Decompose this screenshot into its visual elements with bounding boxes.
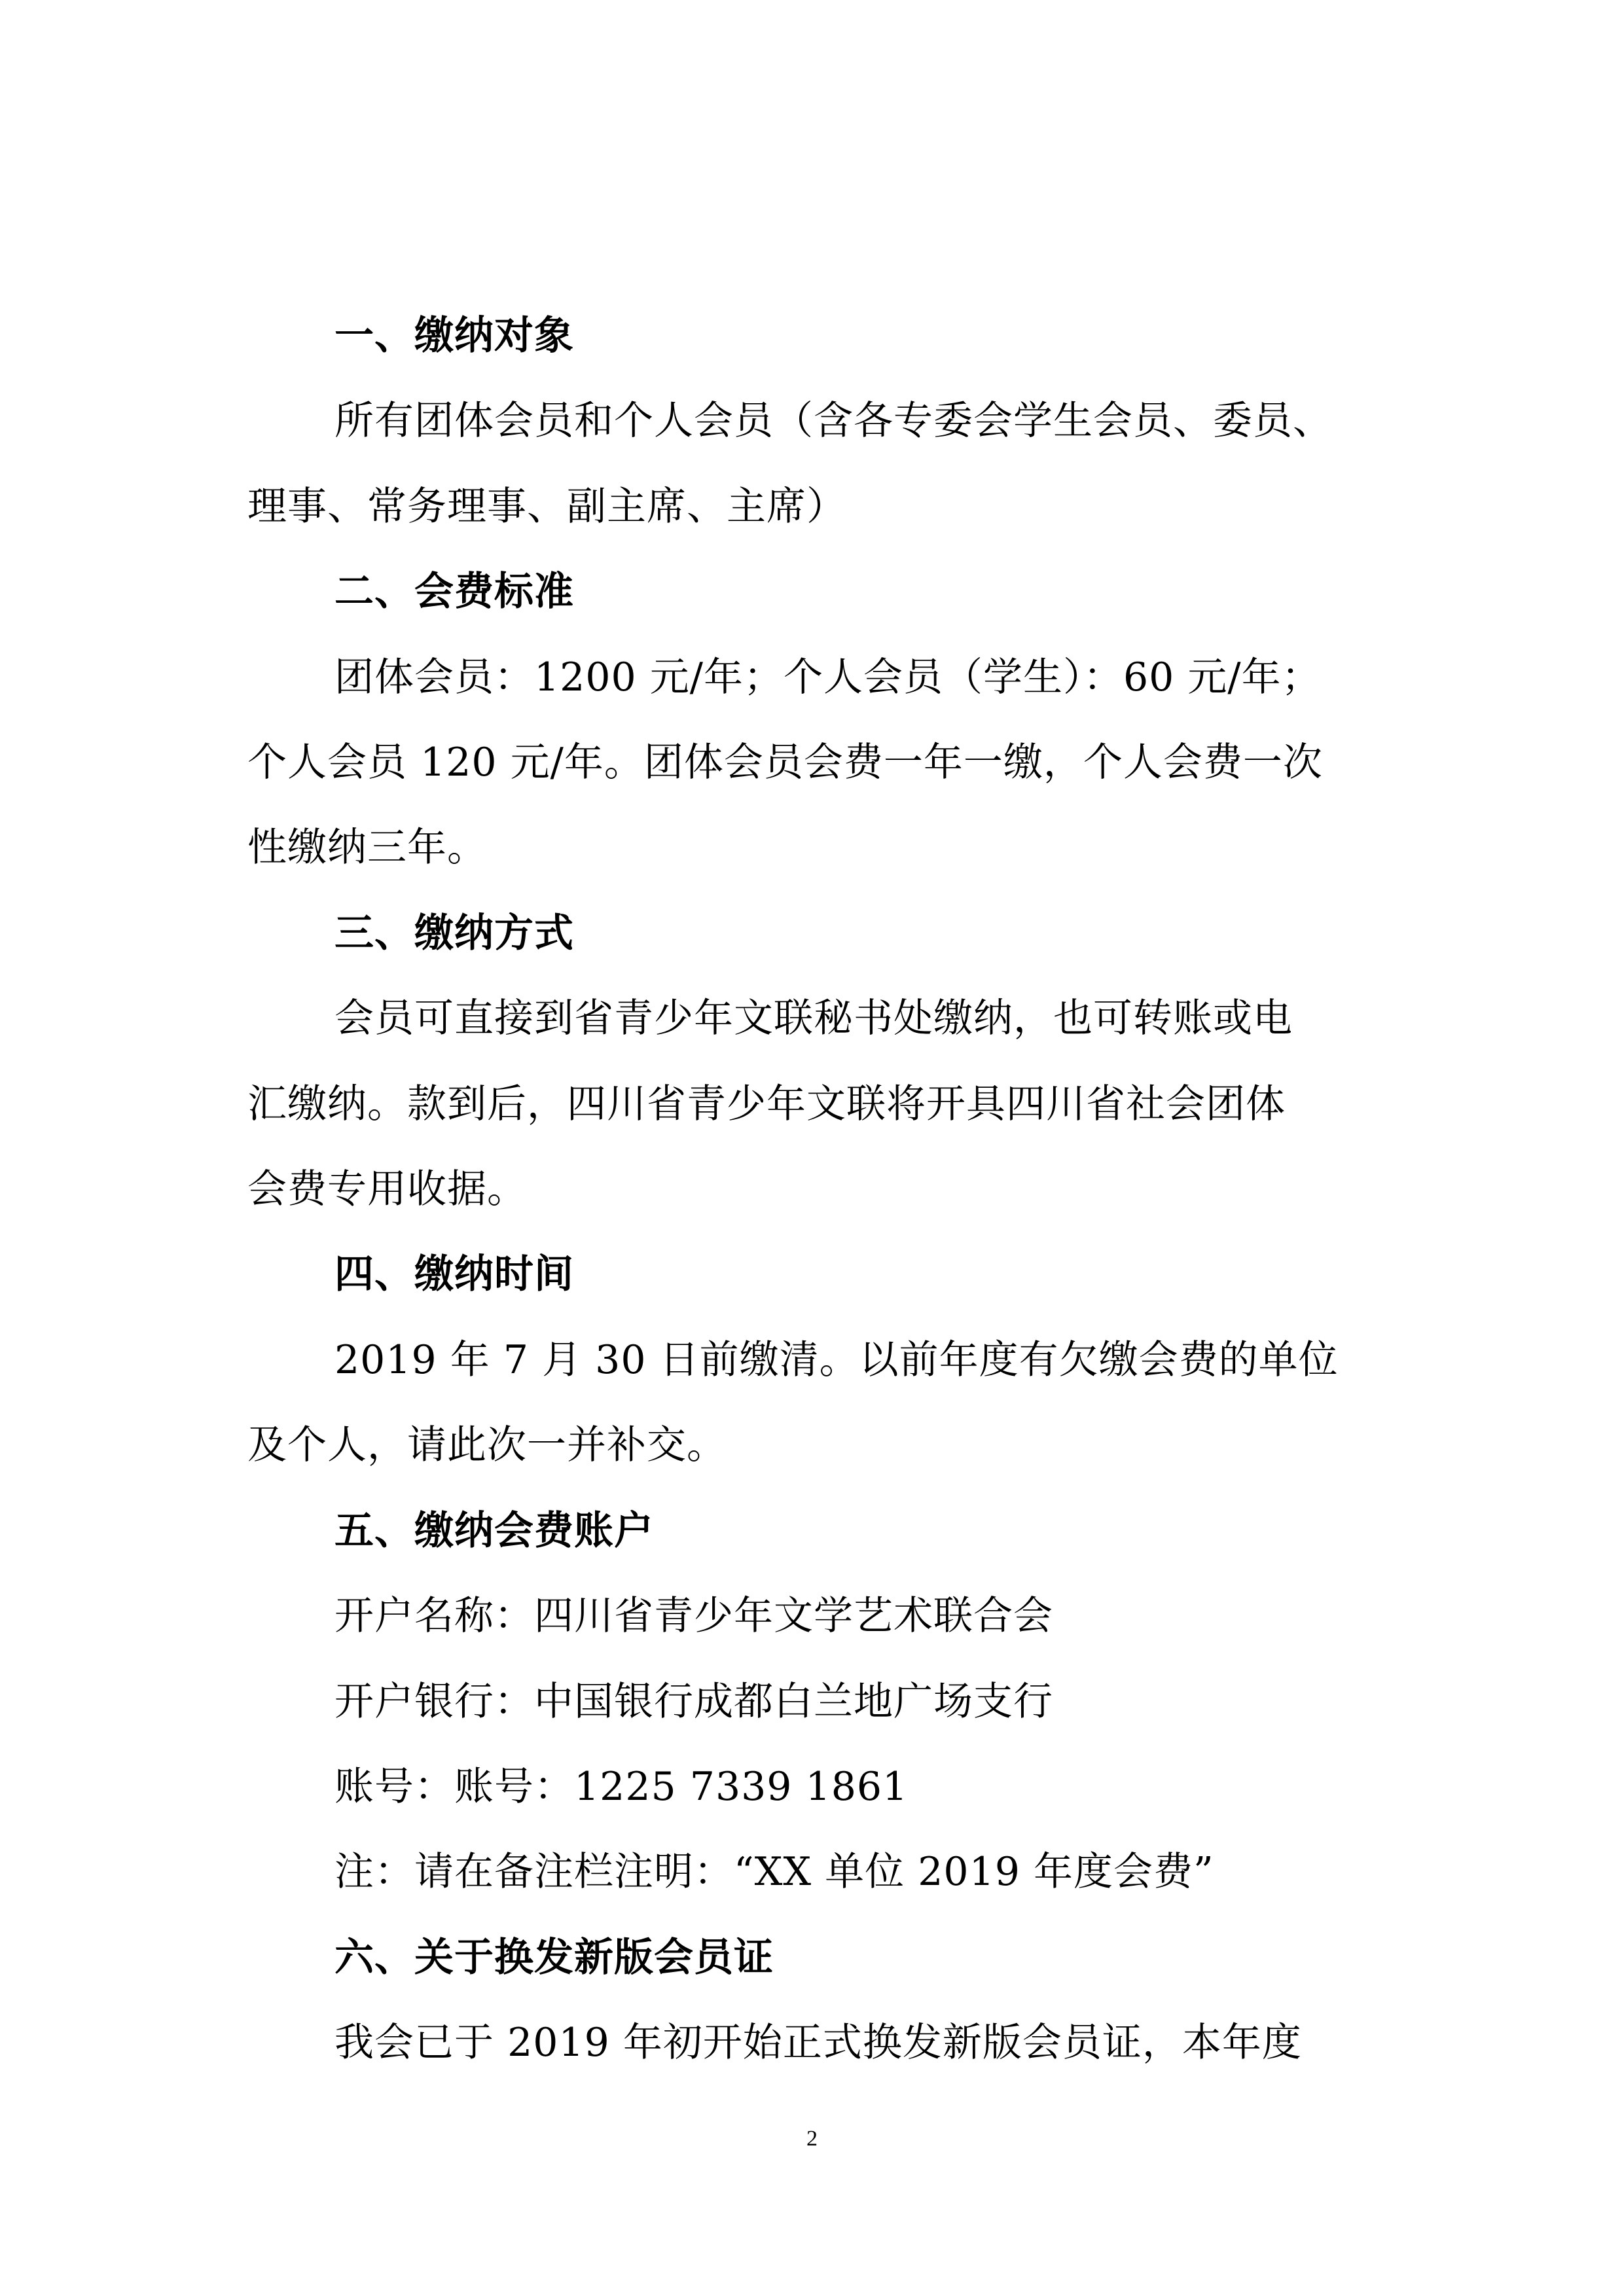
- section-heading-fee-standard: 二、会费标准: [334, 569, 574, 615]
- paragraph-line: 性缴纳三年。: [247, 825, 487, 871]
- section-heading-payment-time: 四、缴纳时间: [334, 1251, 574, 1298]
- paragraph-line: 所有团体会员和个人会员（含各专委会学生会员、委员、: [334, 398, 1333, 444]
- paragraph-line: 理事、常务理事、副主席、主席）: [247, 483, 846, 529]
- document-body: [247, 293, 1393, 2086]
- paragraph-line: 汇缴纳。款到后，四川省青少年文联将开具四川省社会团体: [247, 1081, 1286, 1127]
- paragraph-line: 个人会员 120 元/年。团体会员会费一年一缴，个人会费一次: [247, 740, 1323, 786]
- paragraph-line: 2019 年 7 月 30 日前缴清。以前年度有欠缴会费的单位: [334, 1336, 1339, 1383]
- paragraph-line: 我会已于 2019 年初开始正式换发新版会员证，本年度: [334, 2020, 1302, 2066]
- bank-name-line: 开户银行：中国银行成都白兰地广场支行: [334, 1678, 1053, 1725]
- remark-note-line: 注：请在备注栏注明：“XX 单位 2019 年度会费”: [334, 1849, 1214, 1895]
- account-name-line: 开户名称：四川省青少年文学艺术联合会: [334, 1593, 1053, 1640]
- account-number-line: 账号：账号：1225 7339 1861: [334, 1763, 909, 1810]
- paragraph-line: 及个人，请此次一并补交。: [247, 1422, 727, 1469]
- section-heading-bank-account: 五、缴纳会费账户: [334, 1507, 654, 1554]
- page-number: 2: [806, 2126, 818, 2151]
- section-heading-payment-method: 三、缴纳方式: [334, 910, 574, 956]
- paragraph-line: 团体会员：1200 元/年；个人会员（学生）：60 元/年；: [334, 654, 1322, 700]
- section-heading-membership-card: 六、关于换发新版会员证: [334, 1934, 774, 1981]
- section-heading-payers: 一、缴纳对象: [334, 313, 574, 359]
- paragraph-line: 会员可直接到省青少年文联秘书处缴纳，也可转账或电: [334, 996, 1293, 1042]
- paragraph-line: 会费专用收据。: [247, 1166, 527, 1213]
